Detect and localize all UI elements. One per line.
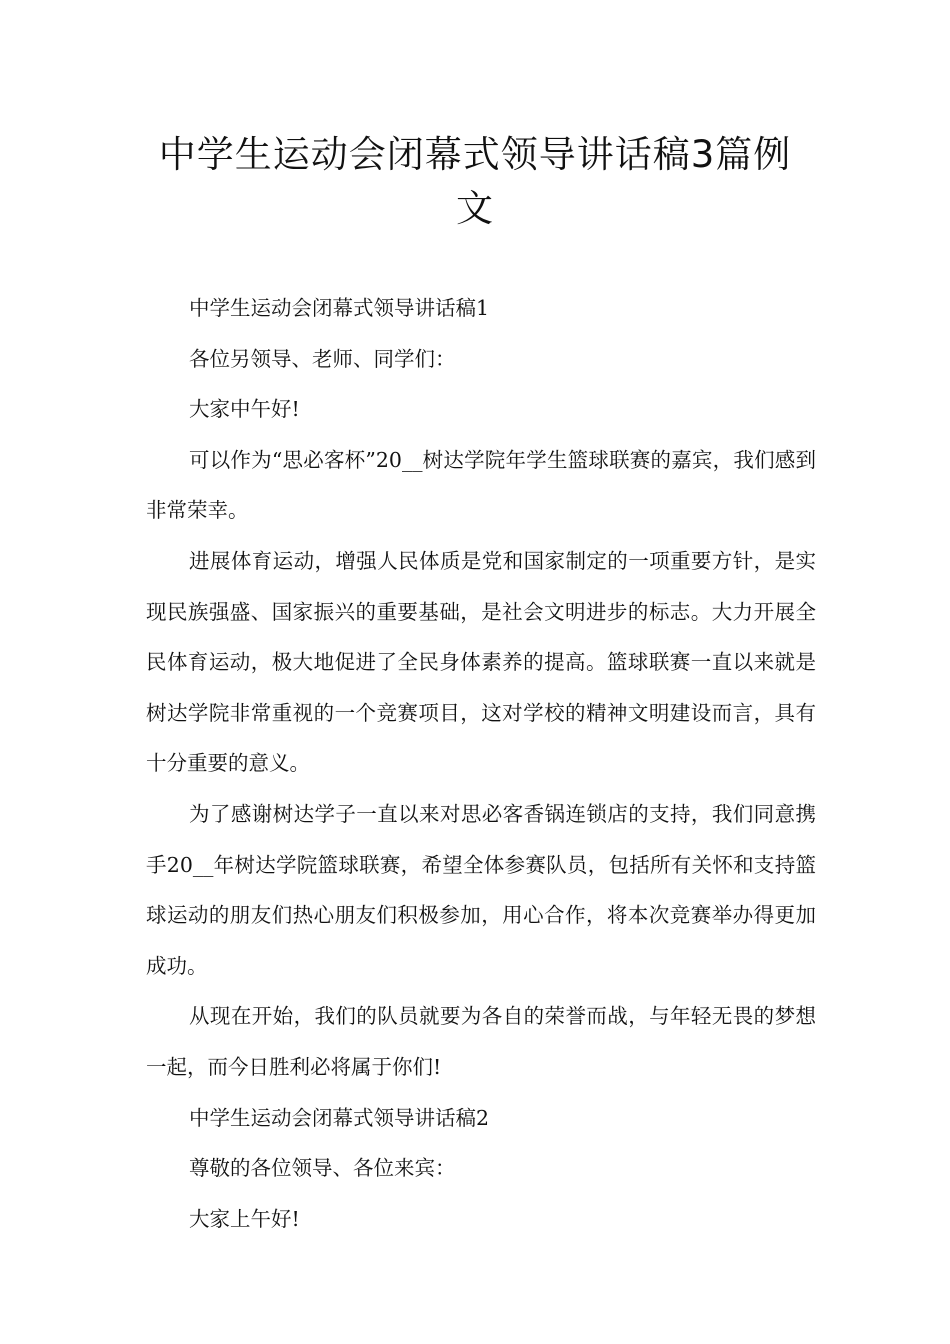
title-line-1: 中学生运动会闭幕式领导讲话稿3篇例 <box>158 133 792 176</box>
paragraph: 从现在开始，我们的队员就要为各自的荣誉而战，与年轻无畏的梦想一起，而今日胜利必将属于你们! <box>146 1004 816 1079</box>
document-title <box>140 128 810 236</box>
salutation: 尊敬的各位领导、各位来宾： <box>189 1156 456 1181</box>
paragraph: 进展体育运动，增强人民体质是党和国家制定的一项重要方针，是实现民族强盛、国家振兴的重要基础，是社会文明进步的标志。大力开展全民体育运动，极大地促进了全民身体素养的提高。篮球联赛一直以来就是树达学院非常重视的一个竞赛项目，这对学校的精神文明建设而言，具有十分重要的意义。 <box>146 548 816 776</box>
greeting: 大家中午好! <box>189 397 300 422</box>
section-heading-2: 中学生运动会闭幕式领导讲话稿2 <box>189 1105 490 1130</box>
salutation: 各位另领导、老师、同学们： <box>189 346 456 371</box>
title-line-2: 文 <box>456 187 494 230</box>
paragraph: 为了感谢树达学子一直以来对思必客香锅连锁店的支持，我们同意携手20__年树达学院篮球联赛，希望全体参赛队员，包括所有关怀和支持篮球运动的朋友们热心朋友们积极参加，用心合作，将本次竞赛举办得更加成功。 <box>146 801 816 978</box>
greeting: 大家上午好! <box>189 1206 300 1231</box>
paragraph: 可以作为“思必客杯”20__树达学院年学生篮球联赛的嘉宾，我们感到非常荣幸。 <box>146 447 816 523</box>
document-body <box>146 283 816 1244</box>
section-heading-1: 中学生运动会闭幕式领导讲话稿1 <box>189 296 490 320</box>
